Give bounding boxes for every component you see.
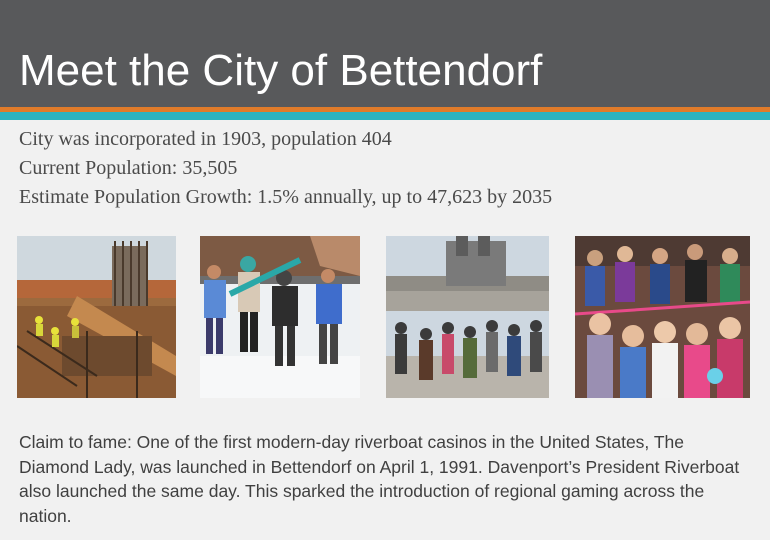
ice-skating-photo [200, 236, 360, 398]
slide-title: Meet the City of Bettendorf [19, 46, 543, 95]
accent-stripe-teal [0, 112, 770, 120]
ribbon-cutting-photo [575, 236, 750, 398]
claim-to-fame-text: Claim to fame: One of the first modern-day riverboat casinos in the United States, The Diamond Lady, was launched in Bettendorf on April 1, 1991. Davenport’s President Riverboat also launched the same day. This sparked the introduction of regional gaming across the nation. [19, 432, 740, 526]
riverfront-crowd-photo [386, 236, 549, 398]
title-bar [0, 0, 770, 107]
facts-list [19, 125, 759, 212]
fact-population-growth: Estimate Population Growth: 1.5% annually, up to 47,623 by 2035 [19, 186, 553, 208]
fact-current-population: Current Population: 35,505 [19, 157, 238, 179]
fact-incorporated: City was incorporated in 1903, population 404 [19, 128, 392, 150]
construction-photo [17, 236, 176, 398]
